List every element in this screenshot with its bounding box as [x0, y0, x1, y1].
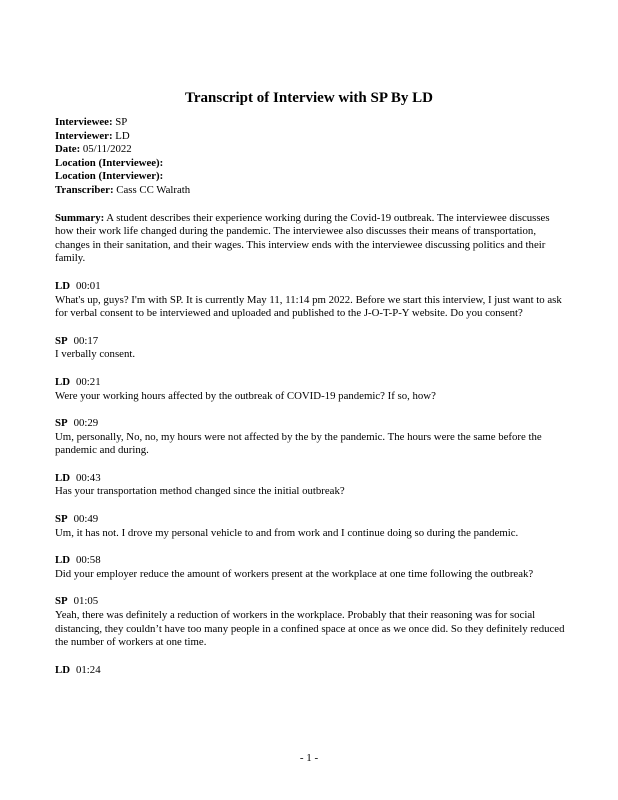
meta-label: Location (Interviewer):: [55, 170, 164, 183]
turn-header: [55, 513, 567, 527]
turn-header: [55, 664, 567, 678]
turn-header: [55, 472, 567, 486]
meta-label: Transcriber:: [55, 183, 114, 196]
timestamp: 00:17: [73, 334, 99, 347]
page-number: - 1 -: [299, 752, 319, 764]
document-title: Transcript of Interview with SP By LD: [184, 90, 434, 106]
turn-header: [55, 280, 567, 294]
timestamp: 00:29: [73, 417, 99, 430]
meta-label: Interviewee:: [55, 116, 113, 128]
meta-value: 05/11/2022: [80, 143, 132, 156]
speaker-label: LD: [55, 554, 70, 567]
meta-location-interviewee: [55, 157, 567, 171]
speaker-label: LD: [55, 279, 70, 292]
meta-label: Date:: [55, 143, 81, 156]
transcript-turn: [55, 280, 567, 321]
speaker-label: LD: [55, 663, 70, 676]
meta-location-interviewer: [55, 170, 567, 184]
document-body: [55, 116, 567, 677]
turn-header: [55, 335, 567, 349]
utterance-text: Um, personally, No, no, my hours were not affected by the by the pandemic. The hours were the same before the pandemic and during.: [55, 430, 542, 457]
utterance-text: Did your employer reduce the amount of workers present at the workplace at one time following the outbreak?: [55, 567, 534, 580]
meta-label: Interviewer:: [55, 129, 113, 142]
transcript-turn: [55, 554, 567, 581]
timestamp: 00:49: [73, 513, 99, 526]
summary-text: A student describes their experience working during the Covid-19 outbreak. The interviewee discusses how their work life changed during the pandemic. The interviewee also discusses their means of transportation, changes in their sanitation, and their wages. This interview ends with the interviewee discussing politics and their family.: [55, 211, 550, 265]
turn-header: [55, 376, 567, 390]
speaker-label: SP: [55, 417, 68, 430]
turn-header: [55, 595, 567, 609]
utterance-text: What's up, guys? I'm with SP. It is currently May 11, 11:14 pm 2022. Before we start this interview, I just want to ask for verbal consent to be interviewed and uploaded and published to the J-O-T-P-Y website. Do you consent?: [55, 293, 562, 320]
meta-interviewer: [55, 130, 567, 144]
utterance-text: I verbally consent.: [55, 348, 136, 361]
transcript-turn: [55, 417, 567, 458]
transcript-turn: [55, 376, 567, 403]
meta-value: SP: [112, 116, 128, 128]
turn-header: [55, 554, 567, 568]
speaker-label: SP: [55, 595, 68, 608]
meta-value: LD: [112, 129, 130, 142]
meta-interviewee: [55, 116, 567, 130]
transcript-turn: [55, 513, 567, 540]
utterance-text: Um, it has not. I drove my personal vehicle to and from work and I continue doing so during the pandemic.: [55, 526, 519, 539]
speaker-label: LD: [55, 375, 70, 388]
timestamp: 01:24: [76, 663, 101, 676]
meta-transcriber: [55, 184, 567, 198]
transcript-turn: [55, 595, 567, 649]
timestamp: 01:05: [73, 595, 99, 608]
turn-header: [55, 417, 567, 431]
speaker-label: SP: [55, 513, 68, 526]
summary-label: Summary:: [55, 211, 105, 224]
utterance-text: Yeah, there was definitely a reduction of workers in the workplace. Probably that their reasoning was for social distancing, they couldn’t have too many people in a confined space at once as we once did. So they definitely reduced the number of workers at one time.: [55, 609, 565, 649]
speaker-label: LD: [55, 471, 70, 484]
timestamp: 00:01: [76, 279, 101, 292]
timestamp: 00:21: [76, 375, 101, 388]
meta-label: Location (Interviewee):: [55, 156, 164, 169]
timestamp: 00:58: [76, 554, 101, 567]
utterance-text: Were your working hours affected by the outbreak of COVID-19 pandemic? If so, how?: [55, 389, 436, 402]
summary-paragraph: [55, 212, 567, 266]
transcript-turn: [55, 472, 567, 499]
speaker-label: SP: [55, 334, 68, 347]
meta-date: [55, 143, 567, 157]
utterance-text: Has your transportation method changed since the initial outbreak?: [55, 485, 345, 498]
transcript-turn: [55, 335, 567, 362]
timestamp: 00:43: [76, 471, 101, 484]
metadata-block: [55, 116, 567, 198]
meta-value: Cass CC Walrath: [113, 183, 191, 196]
transcript-turn: [55, 664, 567, 678]
